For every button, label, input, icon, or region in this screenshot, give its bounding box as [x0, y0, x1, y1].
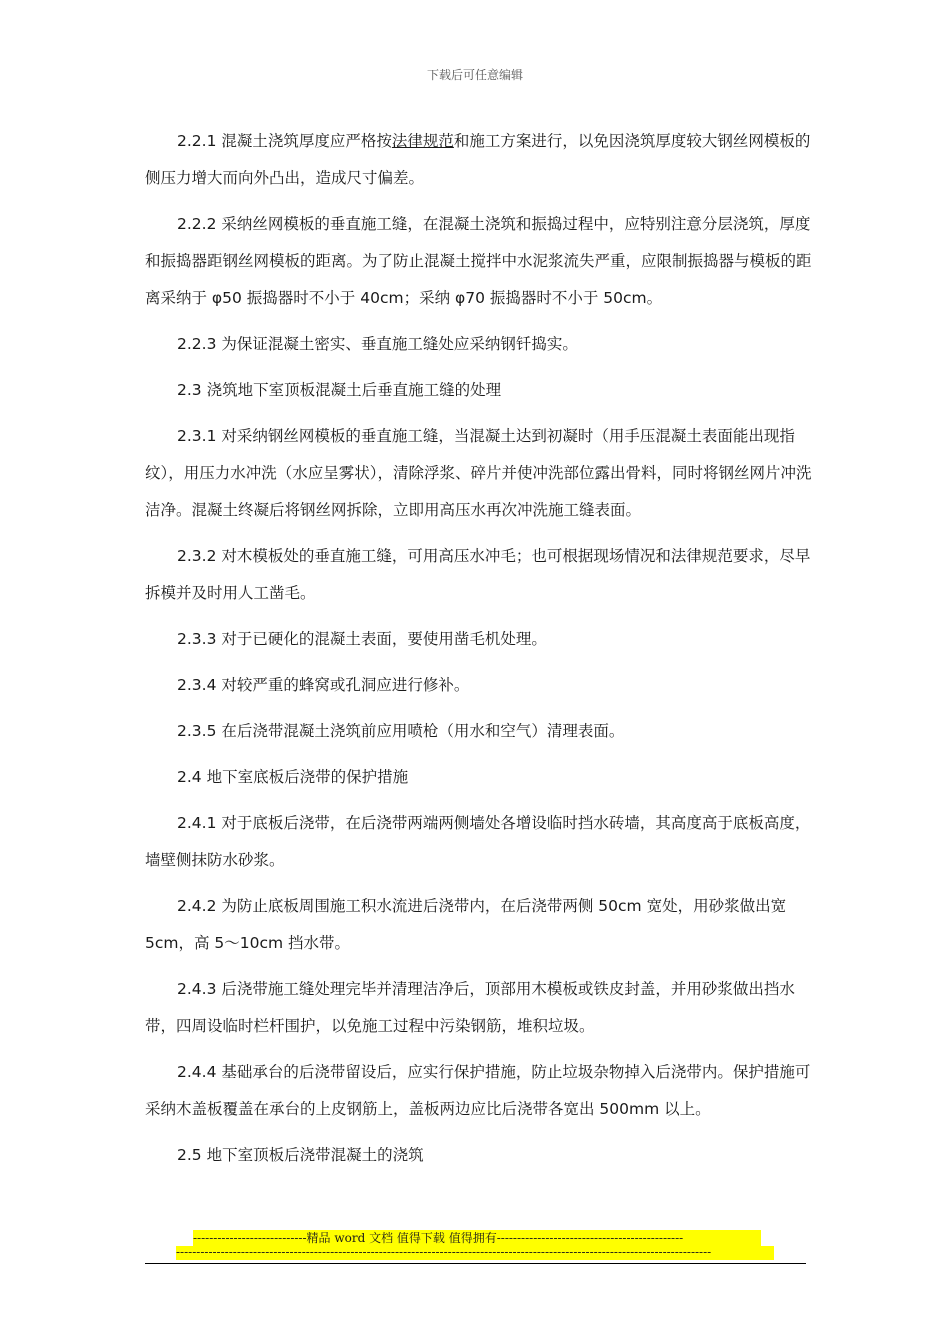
heading-2-5: 2.5 地下室顶板后浇带混凝土的浇筑 [177, 1146, 424, 1164]
paragraph-2-2-2: 2.2.2 采纳丝网模板的垂直施工缝，在混凝土浇筑和振捣过程中，应特别注意分层浇筑，厚度和振捣器距钢丝网模板的距离。为了防止混凝土搅拌中水泥浆流失严重，应限制振捣器与模板的距离采纳于 φ50 振捣器时不小于 40cm；采纳 φ70 振捣器时不小于 50cm。 [145, 215, 812, 307]
footer-dash-line: ------------------------------------------------------------------------------------------------------------------------------------ [176, 1246, 774, 1260]
heading-2-3: 2.3 浇筑地下室顶板混凝土后垂直施工缝的处理 [177, 381, 502, 399]
paragraph-text: 2.2.1 混凝土浇筑厚度应严格按 [177, 132, 392, 150]
paragraph-2-4-1: 2.4.1 对于底板后浇带，在后浇带两端两侧墙处各增设临时挡水砖墙，其高度高于底板高度，墙壁侧抹防水砂浆。 [145, 814, 811, 869]
paragraph-2-3-5: 2.3.5 在后浇带混凝土浇筑前应用喷枪（用水和空气）清理表面。 [177, 722, 625, 740]
paragraph-2-2-3: 2.2.3 为保证混凝土密实、垂直施工缝处应采纳钢钎捣实。 [177, 335, 578, 353]
paragraph-2-3-1: 2.3.1 对采纳钢丝网模板的垂直施工缝，当混凝土达到初凝时（用手压混凝土表面能出现指纹），用压力水冲洗（水应呈雾状），清除浮浆、碎片并使冲洗部位露出骨料，同时将钢丝网片冲洗洁净。混凝土终凝后将钢丝网拆除，立即用高压水再次冲洗施工缝表面。 [145, 427, 812, 519]
underlined-term: 法律规范 [391, 132, 454, 150]
document-body [145, 123, 813, 1183]
paragraph-2-4-3: 2.4.3 后浇带施工缝处理完毕并清理洁净后，顶部用木模板或铁皮封盖，并用砂浆做出挡水带，四周设临时栏杆围护，以免施工过程中污染钢筋，堆积垃圾。 [145, 980, 795, 1035]
footer-banner: ----------------------------精品 word 文档 值得下载 值得拥有---------------------------------------------- [193, 1230, 761, 1246]
paragraph-2-3-4: 2.3.4 对较严重的蜂窝或孔洞应进行修补。 [177, 676, 470, 694]
page-header: 下载后可任意编辑 [426, 68, 523, 82]
heading-2-4: 2.4 地下室底板后浇带的保护措施 [177, 768, 409, 786]
paragraph-2-3-2: 2.3.2 对木模板处的垂直施工缝，可用高压水冲毛；也可根据现场情况和法律规范要求，尽早拆模并及时用人工凿毛。 [145, 547, 811, 602]
paragraph-2-3-3: 2.3.3 对于已硬化的混凝土表面，要使用凿毛机处理。 [177, 630, 547, 648]
footer-rule [145, 1263, 806, 1264]
paragraph-2-4-4: 2.4.4 基础承台的后浇带留设后，应实行保护措施，防止垃圾杂物掉入后浇带内。保护措施可采纳木盖板覆盖在承台的上皮钢筋上，盖板两边应比后浇带各宽出 500mm 以上。 [145, 1063, 811, 1118]
paragraph-2-2-1 [145, 123, 813, 197]
paragraph-text: 和施工方案进行，以免因浇筑厚度较大钢丝网模板的侧压力增大而向外凸出，造成尺寸偏差。 [145, 132, 811, 187]
paragraph-2-4-2: 2.4.2 为防止底板周围施工积水流进后浇带内，在后浇带两侧 50cm 宽处，用砂浆做出宽 5cm，高 5～10cm 挡水带。 [145, 897, 787, 952]
